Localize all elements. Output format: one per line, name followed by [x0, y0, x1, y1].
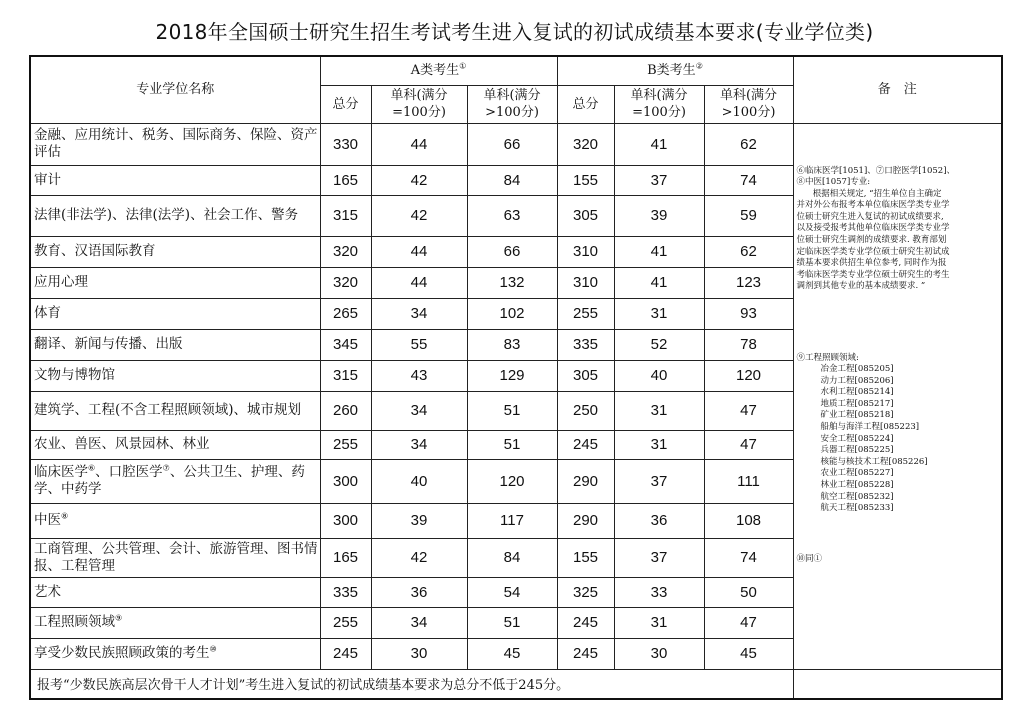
- note-line: 以及接受报考其他单位临床医学类专业学: [796, 223, 950, 234]
- major-name: [30, 195, 320, 236]
- list-item: 水利工程[085214]: [820, 387, 894, 398]
- score-a-total: 300: [320, 459, 371, 503]
- score-b-total: 320: [557, 123, 614, 165]
- list-item: 兵器工程[085225]: [820, 445, 894, 456]
- score-a-sgt: 117: [467, 503, 557, 538]
- score-b-sgt: 74: [704, 538, 793, 577]
- score-a-sgt: 51: [467, 391, 557, 430]
- score-b-total: 310: [557, 236, 614, 267]
- major-name: [30, 430, 320, 459]
- list-item: 核能与核技术工程[085226]: [820, 456, 928, 467]
- score-a-s100: 44: [371, 236, 467, 267]
- header-text: 单科(满分: [483, 88, 541, 103]
- score-b-total: 305: [557, 195, 614, 236]
- list-item: 林业工程[085228]: [820, 480, 894, 491]
- major-name-text: 翻译、新闻与传播、出版: [34, 336, 183, 352]
- score-b-total: 245: [557, 607, 614, 638]
- major-name: [30, 459, 320, 503]
- major-name-part: 临床医学: [34, 464, 88, 480]
- table-row: [30, 123, 1002, 165]
- footnote-mark: ⑧: [61, 511, 69, 521]
- header-b-single-over-100: [704, 85, 793, 123]
- major-name-text: 工程照顾领域: [34, 614, 115, 630]
- major-name-text: 应用心理: [34, 274, 88, 290]
- score-a-sgt: 132: [467, 267, 557, 298]
- score-a-sgt: 84: [467, 538, 557, 577]
- score-b-sgt: 120: [704, 360, 793, 391]
- note-line: 位硕士研究生进入复试的初试成绩要求,: [796, 211, 944, 222]
- score-a-sgt: 51: [467, 430, 557, 459]
- score-a-s100: 40: [371, 459, 467, 503]
- header-a-single-100: [371, 85, 467, 123]
- score-a-s100: 30: [371, 638, 467, 669]
- header-group-a: [320, 56, 557, 85]
- major-name-text: 文物与博物馆: [34, 367, 115, 383]
- major-name: [30, 538, 320, 577]
- note-medical: [797, 166, 999, 294]
- score-b-s100: 33: [614, 577, 704, 607]
- score-a-sgt: 45: [467, 638, 557, 669]
- score-b-s100: 37: [614, 165, 704, 195]
- major-name: [30, 298, 320, 329]
- footer-note: 报考“少数民族高层次骨干人才计划”考生进入复试的初试成绩基本要求为总分不低于245分。: [30, 669, 793, 699]
- score-b-s100: 40: [614, 360, 704, 391]
- note-line: 考临床医学类专业学位硕士研究生的考生: [796, 269, 950, 280]
- score-b-sgt: 74: [704, 165, 793, 195]
- score-b-sgt: 123: [704, 267, 793, 298]
- header-b-total: 总分: [557, 85, 614, 123]
- score-a-sgt: 129: [467, 360, 557, 391]
- score-a-total: 335: [320, 577, 371, 607]
- score-a-s100: 34: [371, 298, 467, 329]
- score-b-sgt: 47: [704, 391, 793, 430]
- score-a-total: 265: [320, 298, 371, 329]
- score-b-sgt: 45: [704, 638, 793, 669]
- score-a-sgt: 84: [467, 165, 557, 195]
- score-a-total: 345: [320, 329, 371, 360]
- major-name-text: 建筑学、工程(不含工程照顾领域)、城市规划: [34, 402, 302, 418]
- major-name-text: 审计: [34, 171, 61, 188]
- note-line: ⑥临床医学[1051]、⑦口腔医学[1052]、: [796, 165, 956, 176]
- score-b-s100: 41: [614, 267, 704, 298]
- header-text: 单科(满分: [390, 88, 448, 103]
- major-name: [30, 236, 320, 267]
- score-b-total: 250: [557, 391, 614, 430]
- major-name: [30, 638, 320, 669]
- header-a-total: 总分: [320, 85, 371, 123]
- score-b-sgt: 108: [704, 503, 793, 538]
- score-a-sgt: 120: [467, 459, 557, 503]
- list-item: 航天工程[085233]: [820, 503, 894, 514]
- score-b-s100: 30: [614, 638, 704, 669]
- group-b-mark: ②: [695, 61, 703, 71]
- major-name: [30, 165, 320, 195]
- list-item: 矿业工程[085218]: [820, 410, 894, 421]
- major-name-part: 、公共卫生、护理、药学、中药学: [34, 464, 305, 497]
- list-item: 冶金工程[085205]: [820, 364, 894, 375]
- group-a-mark: ①: [459, 61, 467, 71]
- note-line: ⑩同①: [796, 553, 823, 564]
- major-name: [30, 503, 320, 538]
- score-a-total: 315: [320, 195, 371, 236]
- score-a-total: 245: [320, 638, 371, 669]
- note-line: 定临床医学类专业学位硕士研究生初试成: [796, 246, 950, 257]
- score-a-s100: 44: [371, 123, 467, 165]
- score-b-sgt: 47: [704, 430, 793, 459]
- engineering-field-list: [797, 364, 999, 515]
- footnote-mark: ⑩: [209, 644, 217, 654]
- score-a-s100: 34: [371, 430, 467, 459]
- score-b-s100: 41: [614, 123, 704, 165]
- group-b-label: B类考生: [647, 63, 696, 79]
- footnote-mark: ⑨: [115, 613, 123, 623]
- score-b-sgt: 50: [704, 577, 793, 607]
- score-a-total: 165: [320, 538, 371, 577]
- score-a-s100: 36: [371, 577, 467, 607]
- list-item: 船舶与海洋工程[085223]: [820, 422, 920, 433]
- score-a-total: 315: [320, 360, 371, 391]
- note-heading: ⑨工程照顾领域:: [796, 352, 859, 363]
- score-b-sgt: 111: [704, 459, 793, 503]
- note-line: 调剂到其他专业的基本成绩要求. ”: [796, 281, 926, 292]
- score-a-s100: 55: [371, 329, 467, 360]
- score-a-total: 165: [320, 165, 371, 195]
- major-name-text: 金融、应用统计、税务、国际商务、保险、资产评估: [34, 127, 318, 160]
- header-b-single-100: [614, 85, 704, 123]
- major-name-part: 、口腔医学: [95, 464, 163, 480]
- score-a-sgt: 66: [467, 123, 557, 165]
- list-item: 安全工程[085224]: [820, 433, 894, 444]
- score-a-s100: 39: [371, 503, 467, 538]
- score-b-sgt: 47: [704, 607, 793, 638]
- score-a-sgt: 54: [467, 577, 557, 607]
- header-group-b: [557, 56, 793, 85]
- list-item: 农业工程[085227]: [820, 468, 894, 479]
- score-b-total: 310: [557, 267, 614, 298]
- major-name-text: 享受少数民族照顾政策的考生: [34, 645, 210, 661]
- score-b-total: 245: [557, 638, 614, 669]
- note-line: 绩基本要求供招生单位参考, 同时作为报: [796, 258, 947, 269]
- list-item: 动力工程[085206]: [820, 375, 894, 386]
- score-b-s100: 37: [614, 538, 704, 577]
- major-name-text: 体育: [34, 305, 61, 321]
- score-b-total: 255: [557, 298, 614, 329]
- score-a-total: 260: [320, 391, 371, 430]
- score-b-s100: 39: [614, 195, 704, 236]
- header-major-name: 专业学位名称: [30, 56, 320, 123]
- score-b-sgt: 62: [704, 123, 793, 165]
- major-name: [30, 391, 320, 430]
- list-item: 航空工程[085232]: [820, 491, 894, 502]
- major-name: [30, 360, 320, 391]
- score-a-total: 300: [320, 503, 371, 538]
- major-name: [30, 577, 320, 607]
- score-b-total: 155: [557, 538, 614, 577]
- score-a-s100: 34: [371, 391, 467, 430]
- score-b-sgt: 78: [704, 329, 793, 360]
- score-a-s100: 34: [371, 607, 467, 638]
- score-a-sgt: 63: [467, 195, 557, 236]
- major-name-text: 教育、汉语国际教育: [34, 243, 156, 259]
- header-text: >100分): [721, 105, 776, 120]
- score-a-total: 320: [320, 236, 371, 267]
- score-b-s100: 36: [614, 503, 704, 538]
- score-b-total: 325: [557, 577, 614, 607]
- major-name: [30, 329, 320, 360]
- note-engineering: [797, 353, 999, 515]
- score-b-sgt: 59: [704, 195, 793, 236]
- score-b-s100: 31: [614, 391, 704, 430]
- score-a-sgt: 66: [467, 236, 557, 267]
- score-b-s100: 31: [614, 430, 704, 459]
- score-b-total: 155: [557, 165, 614, 195]
- note-line: 并对外公布报考本单位临床医学类专业学: [796, 200, 950, 211]
- score-a-s100: 42: [371, 165, 467, 195]
- major-name-text: 法律(非法学)、法律(法学)、社会工作、警务: [34, 207, 299, 223]
- major-name-text: 工商管理、公共管理、会计、旅游管理、图书情报、工程管理: [34, 540, 318, 574]
- major-name: [30, 267, 320, 298]
- score-b-sgt: 62: [704, 236, 793, 267]
- score-a-sgt: 102: [467, 298, 557, 329]
- major-name-text: 农业、兽医、风景园林、林业: [34, 436, 210, 452]
- score-a-s100: 42: [371, 538, 467, 577]
- header-a-single-over-100: [467, 85, 557, 123]
- header-text: =100分): [632, 105, 686, 120]
- score-b-s100: 41: [614, 236, 704, 267]
- score-b-s100: 31: [614, 298, 704, 329]
- header-text: 单科(满分: [719, 88, 778, 103]
- score-a-total: 255: [320, 607, 371, 638]
- score-a-s100: 43: [371, 360, 467, 391]
- score-requirements-table: [29, 55, 1003, 700]
- major-name-text: 中医: [34, 512, 61, 528]
- note-line: 位硕士研究生调剂的成绩要求. 教育部划: [796, 235, 947, 246]
- score-b-total: 290: [557, 459, 614, 503]
- document-title: 2018年全国硕士研究生招生考试考生进入复试的初试成绩基本要求(专业学位类): [155, 20, 874, 44]
- score-b-s100: 31: [614, 607, 704, 638]
- major-name: [30, 607, 320, 638]
- score-a-total: 330: [320, 123, 371, 165]
- score-a-s100: 42: [371, 195, 467, 236]
- header-text: =100分): [392, 105, 446, 120]
- major-name: [30, 123, 320, 165]
- score-b-s100: 52: [614, 329, 704, 360]
- major-name-text: 艺术: [34, 583, 61, 600]
- score-b-s100: 37: [614, 459, 704, 503]
- score-a-s100: 44: [371, 267, 467, 298]
- score-b-total: 245: [557, 430, 614, 459]
- remarks-notes: [793, 123, 1002, 669]
- header-text: >100分): [485, 105, 539, 120]
- score-a-sgt: 83: [467, 329, 557, 360]
- note-same: [797, 554, 999, 566]
- score-b-total: 305: [557, 360, 614, 391]
- group-a-label: A类考生: [410, 63, 460, 79]
- footnote-mark: ⑦: [162, 463, 170, 473]
- header-text: 单科(满分: [630, 88, 688, 103]
- note-line: 根据相关规定, “招生单位自主确定: [796, 188, 942, 199]
- score-b-total: 290: [557, 503, 614, 538]
- score-a-total: 320: [320, 267, 371, 298]
- header-remarks: 备 注: [793, 56, 1002, 123]
- score-b-sgt: 93: [704, 298, 793, 329]
- footnote-mark: ⑥: [88, 463, 96, 473]
- score-b-total: 335: [557, 329, 614, 360]
- note-line: ⑧中医[1057]专业:: [796, 177, 871, 188]
- score-a-total: 255: [320, 430, 371, 459]
- list-item: 地质工程[085217]: [820, 398, 894, 409]
- score-a-sgt: 51: [467, 607, 557, 638]
